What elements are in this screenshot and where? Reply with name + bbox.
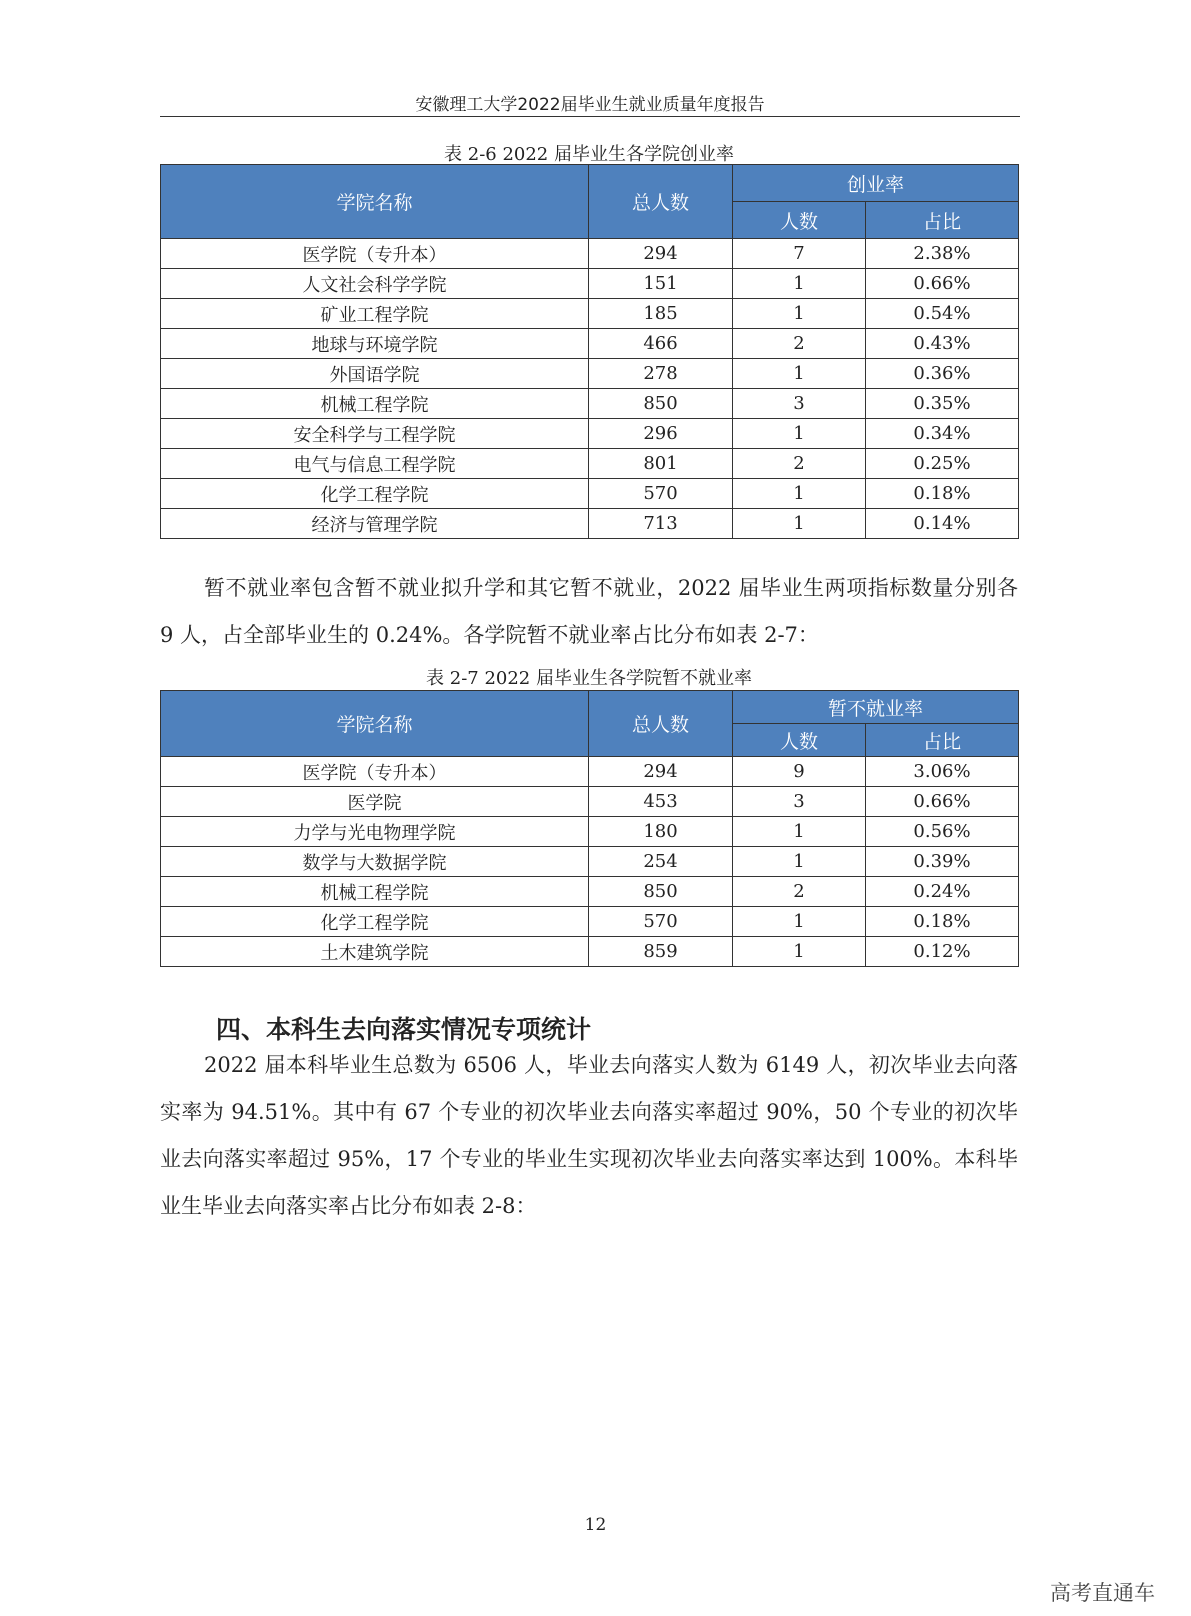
count-cell: 1 [733, 937, 866, 967]
ratio-cell: 3.06% [866, 757, 1019, 787]
table-2-7 [160, 690, 1019, 967]
count-cell: 1 [733, 269, 866, 299]
college-name-cell: 地球与环境学院 [161, 329, 589, 359]
college-name-cell: 矿业工程学院 [161, 299, 589, 329]
watermark: 高考直通车 [1050, 1581, 1155, 1605]
header-entrepreneurship-rate: 创业率 [733, 165, 1019, 202]
ratio-cell: 0.36% [866, 359, 1019, 389]
count-cell: 3 [733, 389, 866, 419]
college-name-cell: 力学与光电物理学院 [161, 817, 589, 847]
total-cell: 185 [589, 299, 733, 329]
header-count: 人数 [733, 202, 866, 239]
table-row [161, 907, 1019, 937]
total-cell: 570 [589, 479, 733, 509]
table-row [161, 389, 1019, 419]
ratio-cell: 0.24% [866, 877, 1019, 907]
college-name-cell: 人文社会科学学院 [161, 269, 589, 299]
table-row [161, 449, 1019, 479]
table-2-7-caption: 表 2-7 2022 届毕业生各学院暂不就业率 [426, 668, 752, 689]
ratio-cell: 0.14% [866, 509, 1019, 539]
table-row [161, 419, 1019, 449]
ratio-cell: 0.39% [866, 847, 1019, 877]
report-header-title: 安徽理工大学2022届毕业生就业质量年度报告 [415, 95, 765, 115]
college-name-cell: 电气与信息工程学院 [161, 449, 589, 479]
college-name-cell: 数学与大数据学院 [161, 847, 589, 877]
total-cell: 713 [589, 509, 733, 539]
table-row [161, 817, 1019, 847]
table-row [161, 479, 1019, 509]
college-name-cell: 土木建筑学院 [161, 937, 589, 967]
header-count: 人数 [733, 724, 866, 757]
ratio-cell: 0.12% [866, 937, 1019, 967]
table-row [161, 757, 1019, 787]
count-cell: 1 [733, 509, 866, 539]
table-row [161, 239, 1019, 269]
table-2-6-body [161, 239, 1019, 539]
ratio-cell: 2.38% [866, 239, 1019, 269]
count-cell: 1 [733, 817, 866, 847]
total-cell: 850 [589, 389, 733, 419]
table-row [161, 509, 1019, 539]
count-cell: 1 [733, 907, 866, 937]
count-cell: 1 [733, 359, 866, 389]
ratio-cell: 0.43% [866, 329, 1019, 359]
paragraph-destination-stats: 2022 届本科毕业生总数为 6506 人，毕业去向落实人数为 6149 人，初次毕业去向落实率为 94.51%。其中有 67 个专业的初次毕业去向落实率超过 90%，50 个专业的初次毕业去向落实率超过 95%，17 个专业的毕业生实现初次毕业去向落实率达到 100%。本科毕业生毕业去向落实率占比分布如表 2-8： [160, 1053, 1018, 1218]
table-row [161, 877, 1019, 907]
count-cell: 2 [733, 449, 866, 479]
table-row [161, 787, 1019, 817]
count-cell: 1 [733, 847, 866, 877]
college-name-cell: 机械工程学院 [161, 877, 589, 907]
total-cell: 850 [589, 877, 733, 907]
total-cell: 294 [589, 757, 733, 787]
total-cell: 180 [589, 817, 733, 847]
total-cell: 453 [589, 787, 733, 817]
count-cell: 2 [733, 877, 866, 907]
header-ratio: 占比 [866, 724, 1019, 757]
table-2-6 [160, 164, 1019, 539]
ratio-cell: 0.66% [866, 787, 1019, 817]
ratio-cell: 0.18% [866, 907, 1019, 937]
total-cell: 254 [589, 847, 733, 877]
table-row [161, 847, 1019, 877]
total-cell: 570 [589, 907, 733, 937]
college-name-cell: 化学工程学院 [161, 907, 589, 937]
count-cell: 1 [733, 479, 866, 509]
ratio-cell: 0.18% [866, 479, 1019, 509]
college-name-cell: 医学院（专升本） [161, 239, 589, 269]
total-cell: 296 [589, 419, 733, 449]
table-2-6-caption: 表 2-6 2022 届毕业生各学院创业率 [444, 144, 734, 165]
header-total: 总人数 [589, 691, 733, 757]
ratio-cell: 0.35% [866, 389, 1019, 419]
total-cell: 466 [589, 329, 733, 359]
total-cell: 278 [589, 359, 733, 389]
header-divider [160, 116, 1020, 117]
header-total: 总人数 [589, 165, 733, 239]
table-row [161, 937, 1019, 967]
college-name-cell: 安全科学与工程学院 [161, 419, 589, 449]
count-cell: 1 [733, 299, 866, 329]
ratio-cell: 0.66% [866, 269, 1019, 299]
table-row [161, 269, 1019, 299]
total-cell: 801 [589, 449, 733, 479]
total-cell: 294 [589, 239, 733, 269]
table-row [161, 359, 1019, 389]
college-name-cell: 医学院（专升本） [161, 757, 589, 787]
paragraph-deferred-employment: 暂不就业率包含暂不就业拟升学和其它暂不就业，2022 届毕业生两项指标数量分别各 9 人，占全部毕业生的 0.24%。各学院暂不就业率占比分布如表 2-7： [160, 576, 1018, 647]
ratio-cell: 0.34% [866, 419, 1019, 449]
total-cell: 859 [589, 937, 733, 967]
header-ratio: 占比 [866, 202, 1019, 239]
college-name-cell: 经济与管理学院 [161, 509, 589, 539]
college-name-cell: 机械工程学院 [161, 389, 589, 419]
section-heading: 四、本科生去向落实情况专项统计 [216, 1015, 592, 1044]
header-deferred-rate: 暂不就业率 [733, 691, 1019, 724]
ratio-cell: 0.56% [866, 817, 1019, 847]
count-cell: 2 [733, 329, 866, 359]
count-cell: 3 [733, 787, 866, 817]
page-number: 12 [584, 1515, 607, 1535]
header-college-name: 学院名称 [161, 165, 589, 239]
count-cell: 9 [733, 757, 866, 787]
ratio-cell: 0.54% [866, 299, 1019, 329]
table-row [161, 329, 1019, 359]
college-name-cell: 医学院 [161, 787, 589, 817]
total-cell: 151 [589, 269, 733, 299]
count-cell: 7 [733, 239, 866, 269]
college-name-cell: 化学工程学院 [161, 479, 589, 509]
header-college-name: 学院名称 [161, 691, 589, 757]
college-name-cell: 外国语学院 [161, 359, 589, 389]
count-cell: 1 [733, 419, 866, 449]
table-2-7-body [161, 757, 1019, 967]
ratio-cell: 0.25% [866, 449, 1019, 479]
table-row [161, 299, 1019, 329]
